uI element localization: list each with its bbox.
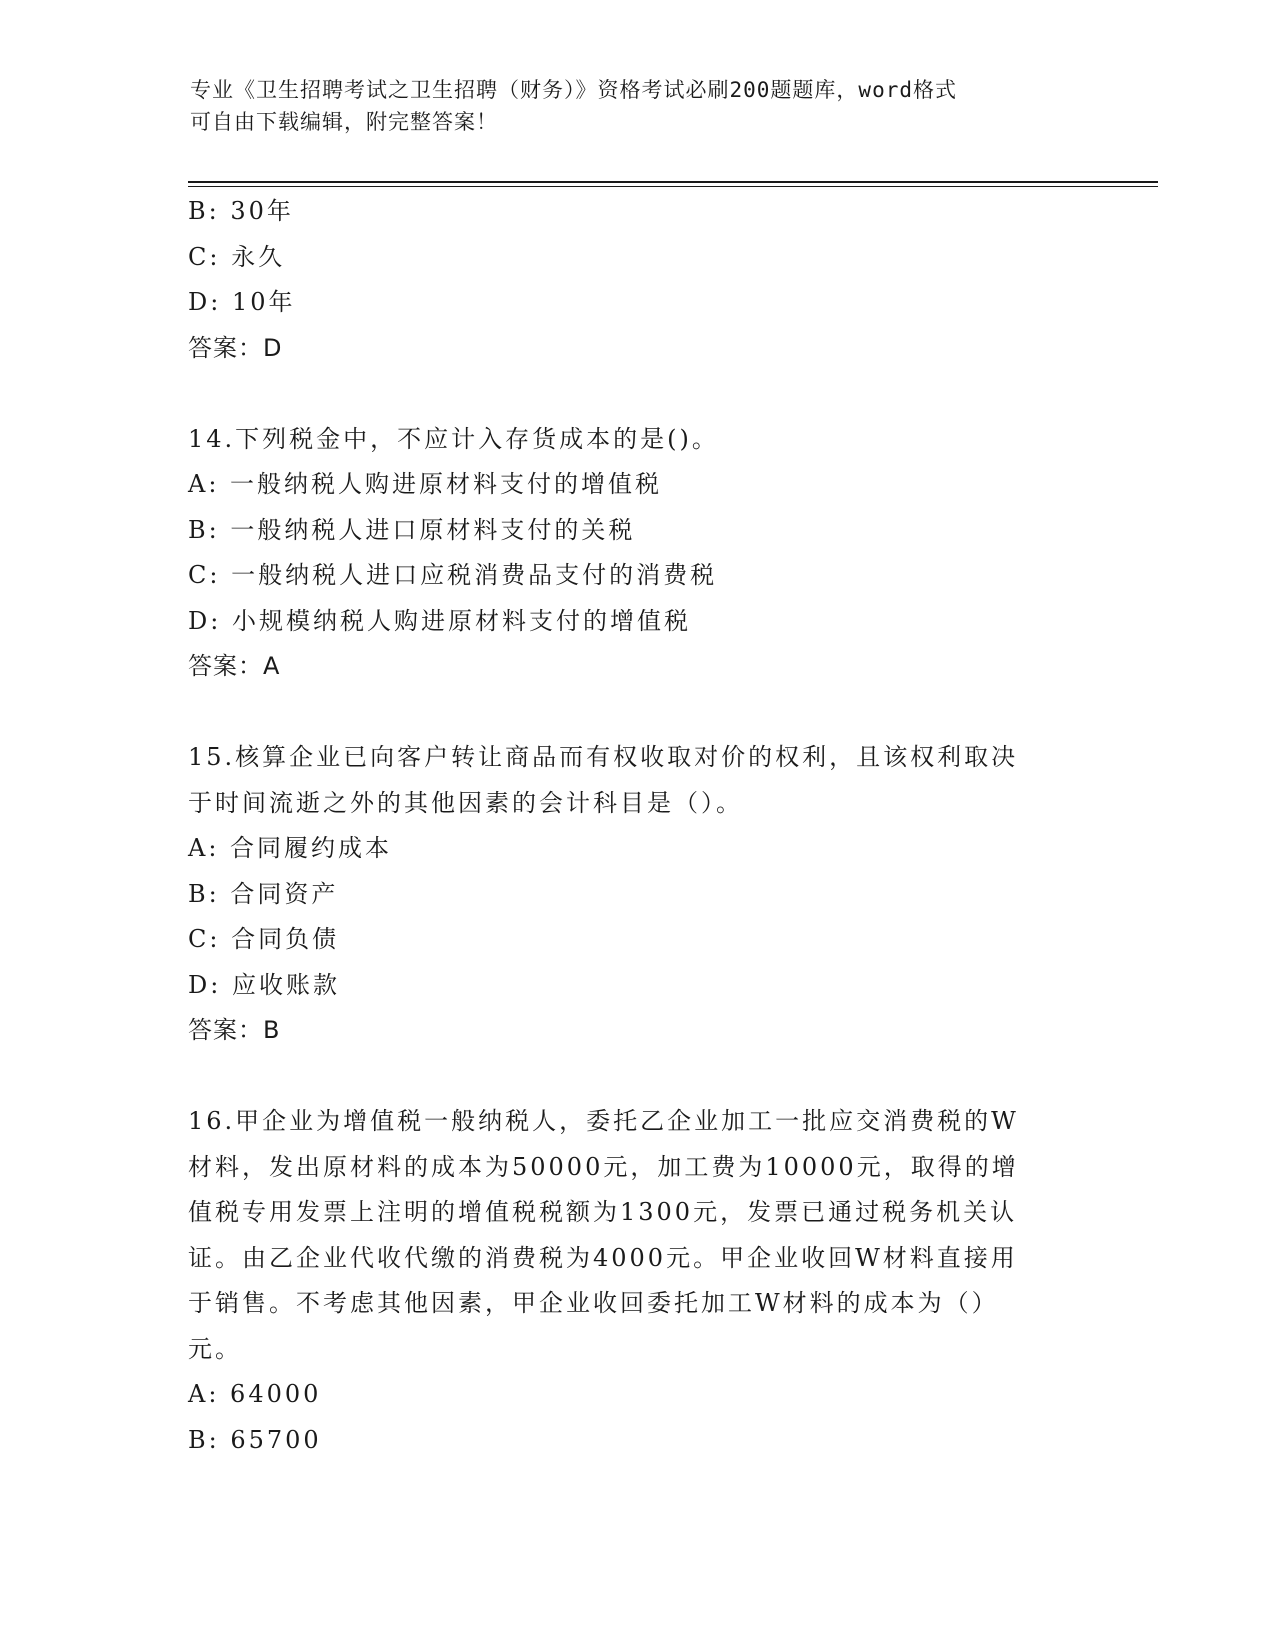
option-b: B: 30年 [188, 197, 294, 225]
question-content [188, 189, 1088, 1463]
option-c: C: 一般纳税人进口应税消费品支付的消费税 [188, 561, 718, 589]
question-stem-line: 元。 [188, 1334, 242, 1363]
question-13 [188, 189, 1088, 371]
option-b: B: 合同资产 [188, 879, 339, 908]
option-b: B: 一般纳税人进口原材料支付的关税 [188, 515, 636, 544]
option-d: D: 应收账款 [188, 970, 340, 999]
header-rule-thin [188, 186, 1158, 187]
option-a: A: 合同履约成本 [188, 834, 393, 862]
spacer [188, 371, 1088, 417]
question-15 [188, 735, 1088, 1054]
option-a: A: 一般纳税人购进原材料支付的增值税 [188, 470, 663, 498]
question-stem: 14.下列税金中，不应计入存货成本的是()。 [188, 424, 719, 453]
question-16 [188, 1099, 1088, 1463]
question-stem-line: 15.核算企业已向客户转让商品而有权收取对价的权利，且该权利取决 [188, 743, 1019, 771]
header-rule-thick [188, 181, 1158, 183]
question-stem-line: 值税专用发票上注明的增值税税额为1300元，发票已通过税务机关认 [188, 1198, 1018, 1226]
question-stem-line: 材料，发出原材料的成本为50000元，加工费为10000元，取得的增 [188, 1152, 1019, 1181]
option-b: B: 65700 [188, 1425, 322, 1454]
option-c: C: 永久 [188, 242, 286, 271]
option-d: D: 10年 [188, 288, 296, 316]
question-14 [188, 417, 1088, 690]
question-stem-line: 证。由乙企业代收代缴的消费税为4000元。甲企业收回W材料直接用 [188, 1243, 1018, 1272]
spacer [188, 690, 1088, 736]
header-line-1: 专业《卫生招聘考试之卫生招聘（财务）》资格考试必刷200题题库，word格式 [190, 78, 957, 102]
answer: 答案：A [188, 652, 281, 680]
header-line-2: 可自由下载编辑，附完整答案！ [190, 110, 498, 134]
option-a: A: 64000 [188, 1380, 322, 1408]
question-stem-line: 16.甲企业为增值税一般纳税人，委托乙企业加工一批应交消费税的W [188, 1107, 1019, 1135]
answer: 答案：B [188, 1016, 281, 1044]
option-d: D: 小规模纳税人购进原材料支付的增值税 [188, 606, 691, 635]
answer: 答案：D [188, 333, 283, 362]
question-stem-line: 于时间流逝之外的其他因素的会计科目是（）。 [188, 788, 743, 817]
document-header [190, 74, 1070, 138]
option-c: C: 合同负债 [188, 925, 340, 953]
spacer [188, 1054, 1088, 1100]
question-stem-line: 于销售。不考虑其他因素，甲企业收回委托加工W材料的成本为（） [188, 1289, 999, 1317]
